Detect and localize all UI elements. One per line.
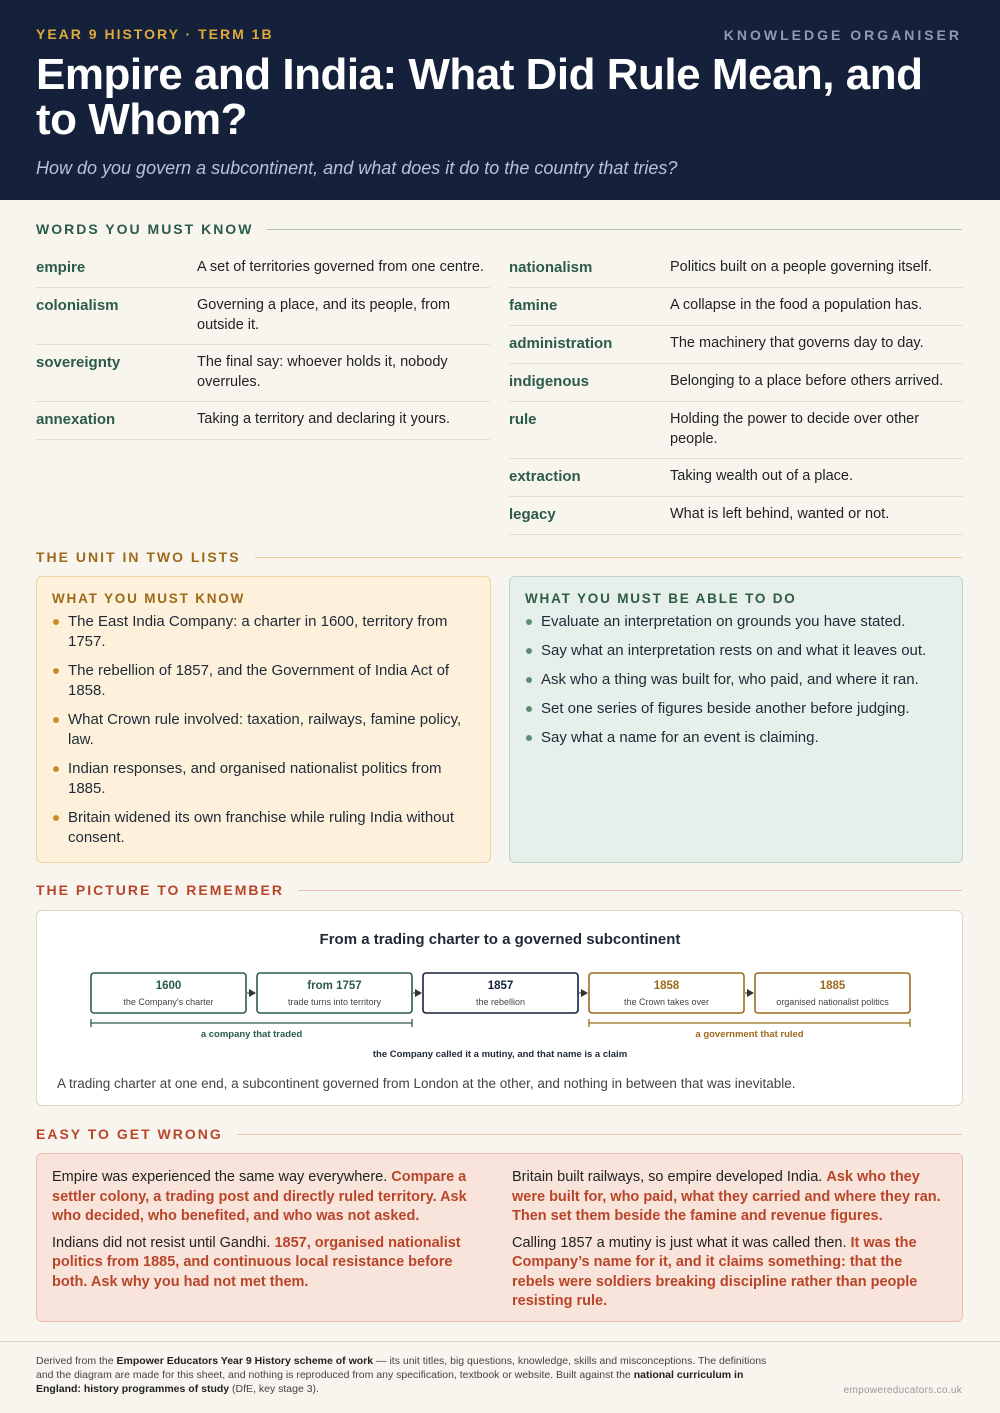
vocab-row [509, 326, 963, 364]
must-do-list [525, 612, 947, 748]
misconception-myth: Calling 1857 a mutiny is just what it was called then. [512, 1234, 847, 1251]
must-know-title: WHAT YOU MUST KNOW [52, 591, 246, 606]
stage-label: organised nationalist politics [776, 997, 889, 1007]
vocab-term: empire [36, 259, 86, 276]
timeline-stage [589, 973, 744, 1013]
vocab-term: rule [509, 411, 537, 428]
stage-year: 1885 [819, 980, 846, 992]
footer-curriculum: national curriculum in England: history programmes of study [36, 1369, 744, 1395]
section-unit-label: THE UNIT IN TWO LISTS [36, 549, 241, 565]
list-item: What Crown rule involved: taxation, railways, famine policy, law. [52, 710, 475, 750]
footer-text: — its unit titles, big questions, knowledge, skills and misconceptions. The definitions and the diagram are made for this sheet, and nothing is reproduced from any specification, textbook or website. Built against the [36, 1355, 767, 1381]
stage-label: trade turns into territory [287, 997, 382, 1007]
government-bracket-label: a government that ruled [695, 1029, 804, 1040]
vocab-row [36, 288, 490, 345]
misconception-correction: 1857, organised nationalist politics from 1885, and continuous local resistance before both. Ask why you had not met them. [52, 1234, 461, 1290]
vocabulary-right-column [509, 250, 963, 535]
vocab-term: administration [509, 335, 613, 352]
vocab-definition: A collapse in the food a population has. [670, 297, 923, 313]
misconception-myth: Indians did not resist until Gandhi. [52, 1234, 271, 1251]
footer-url: empowereducators.co.uk [843, 1385, 962, 1396]
footer-text: Derived from the [36, 1355, 117, 1367]
misconception [512, 1234, 947, 1312]
must-do-title: WHAT YOU MUST BE ABLE TO DO [525, 591, 797, 606]
must-know-box [36, 576, 491, 863]
misconception [52, 1168, 487, 1227]
must-do-box [509, 576, 963, 863]
list-item: The East India Company: a charter in 1600, territory from 1757. [52, 612, 475, 652]
page-subtitle: How do you govern a subcontinent, and what does it do to the country that tries? [36, 158, 678, 178]
list-item: Evaluate an interpretation on grounds you have stated. [525, 612, 947, 632]
vocab-term: annexation [36, 411, 116, 428]
stage-year: 1857 [487, 980, 514, 992]
vocab-row [509, 288, 963, 326]
vocab-term: colonialism [36, 297, 119, 314]
vocab-term: extraction [509, 468, 581, 485]
divider [298, 890, 962, 891]
vocab-definition: A set of territories governed from one centre. [197, 259, 484, 275]
section-picture [36, 882, 962, 898]
stage-label: the Company's charter [123, 997, 214, 1007]
footer-source: Empower Educators Year 9 History scheme of work [116, 1355, 374, 1367]
misconception-correction: It was the Company’s name for it, and it claims something: that the rebels were soldiers breaking discipline rather than people resisting rule. [512, 1234, 918, 1309]
misconception [52, 1234, 487, 1293]
vocab-row [509, 250, 963, 288]
misconceptions-box [36, 1153, 963, 1322]
timeline-stage [257, 973, 412, 1013]
timeline-diagram [36, 910, 963, 1106]
timeline-stage [423, 973, 578, 1013]
divider [255, 557, 962, 558]
vocab-row [36, 345, 490, 402]
vocab-term: sovereignty [36, 354, 121, 371]
page-title: Empire and India: What Did Rule Mean, and to Whom? [36, 50, 923, 144]
vocab-term: nationalism [509, 259, 593, 276]
vocab-row [36, 250, 490, 288]
vocab-definition: Belonging to a place before others arrived. [670, 373, 944, 389]
stage-label: the rebellion [475, 997, 526, 1007]
vocab-definition: What is left behind, wanted or not. [670, 506, 890, 522]
diagram-caption: A trading charter at one end, a subcontinent governed from London at the other, and nothing in between that was inevitable. [57, 1076, 796, 1091]
vocab-definition: Holding the power to decide over other people. [670, 411, 920, 447]
stage-year: 1858 [653, 980, 680, 992]
list-item: Britain widened its own franchise while ruling India without consent. [52, 808, 475, 848]
company-bracket-label: a company that traded [200, 1029, 303, 1040]
timeline-svg [37, 911, 964, 1071]
document-type: KNOWLEDGE ORGANISER [723, 27, 962, 43]
section-picture-label: THE PICTURE TO REMEMBER [36, 882, 284, 898]
vocab-row [509, 364, 963, 402]
vocab-term: indigenous [509, 373, 589, 390]
section-words-label: WORDS YOU MUST KNOW [36, 221, 254, 237]
vocab-row [509, 402, 963, 459]
vocabulary [36, 250, 963, 535]
stage-year: from 1757 [307, 980, 362, 992]
footer-credits [36, 1354, 776, 1396]
misconceptions-left [52, 1168, 487, 1307]
vocab-definition: The final say: whoever holds it, nobody overrules. [197, 354, 448, 390]
vocab-row [509, 459, 963, 497]
misconception-correction: Compare a settler colony, a trading post and directly ruled territory. Ask who decided, who benefited, and who was not asked. [52, 1169, 467, 1224]
vocab-term: famine [509, 297, 558, 314]
section-words [36, 221, 962, 237]
vocab-definition: Politics built on a people governing itself. [670, 259, 932, 275]
misconceptions-right [512, 1168, 947, 1307]
vocab-definition: Taking wealth out of a place. [670, 468, 853, 484]
list-item: The rebellion of 1857, and the Government of India Act of 1858. [52, 661, 475, 701]
list-item: Say what a name for an event is claiming. [525, 728, 947, 748]
mutiny-claim-note: the Company called it a mutiny, and that name is a claim [372, 1049, 628, 1060]
list-item: Say what an interpretation rests on and what it leaves out. [525, 641, 947, 661]
misconception-myth: Britain built railways, so empire developed India. [512, 1169, 823, 1185]
stage-label: the Crown takes over [623, 997, 710, 1007]
list-item: Set one series of figures beside another before judging. [525, 699, 947, 719]
vocab-row [509, 497, 963, 535]
misconception-correction: Ask who they were built for, who paid, what they carried and where they ran. Then set them beside the famine and revenue figures. [512, 1169, 941, 1224]
footer-divider [0, 1341, 1000, 1342]
vocab-definition: Taking a territory and declaring it yours. [197, 411, 451, 427]
footer-text: (DfE, key stage 3). [229, 1383, 319, 1395]
vocab-definition: The machinery that governs day to day. [670, 335, 924, 351]
vocab-row [36, 402, 490, 440]
section-wrong-label: EASY TO GET WRONG [36, 1126, 223, 1142]
divider [237, 1134, 962, 1135]
header [0, 0, 1000, 200]
timeline-stage [91, 973, 246, 1013]
course-kicker: YEAR 9 HISTORY · TERM 1B [36, 26, 274, 42]
vocab-definition: Governing a place, and its people, from outside it. [197, 297, 451, 333]
must-know-list [52, 612, 475, 848]
misconception [512, 1168, 947, 1227]
divider [267, 229, 962, 230]
list-item: Indian responses, and organised nationalist politics from 1885. [52, 759, 475, 799]
section-unit [36, 549, 962, 565]
list-item: Ask who a thing was built for, who paid, and where it ran. [525, 670, 947, 690]
vocabulary-left-column [36, 250, 490, 535]
section-wrong [36, 1126, 962, 1142]
misconception-myth: Empire was experienced the same way everywhere. [52, 1169, 388, 1185]
timeline-stage [755, 973, 910, 1013]
vocab-term: legacy [509, 506, 556, 523]
diagram-title: From a trading charter to a governed subcontinent [319, 931, 681, 948]
stage-year: 1600 [155, 980, 182, 992]
